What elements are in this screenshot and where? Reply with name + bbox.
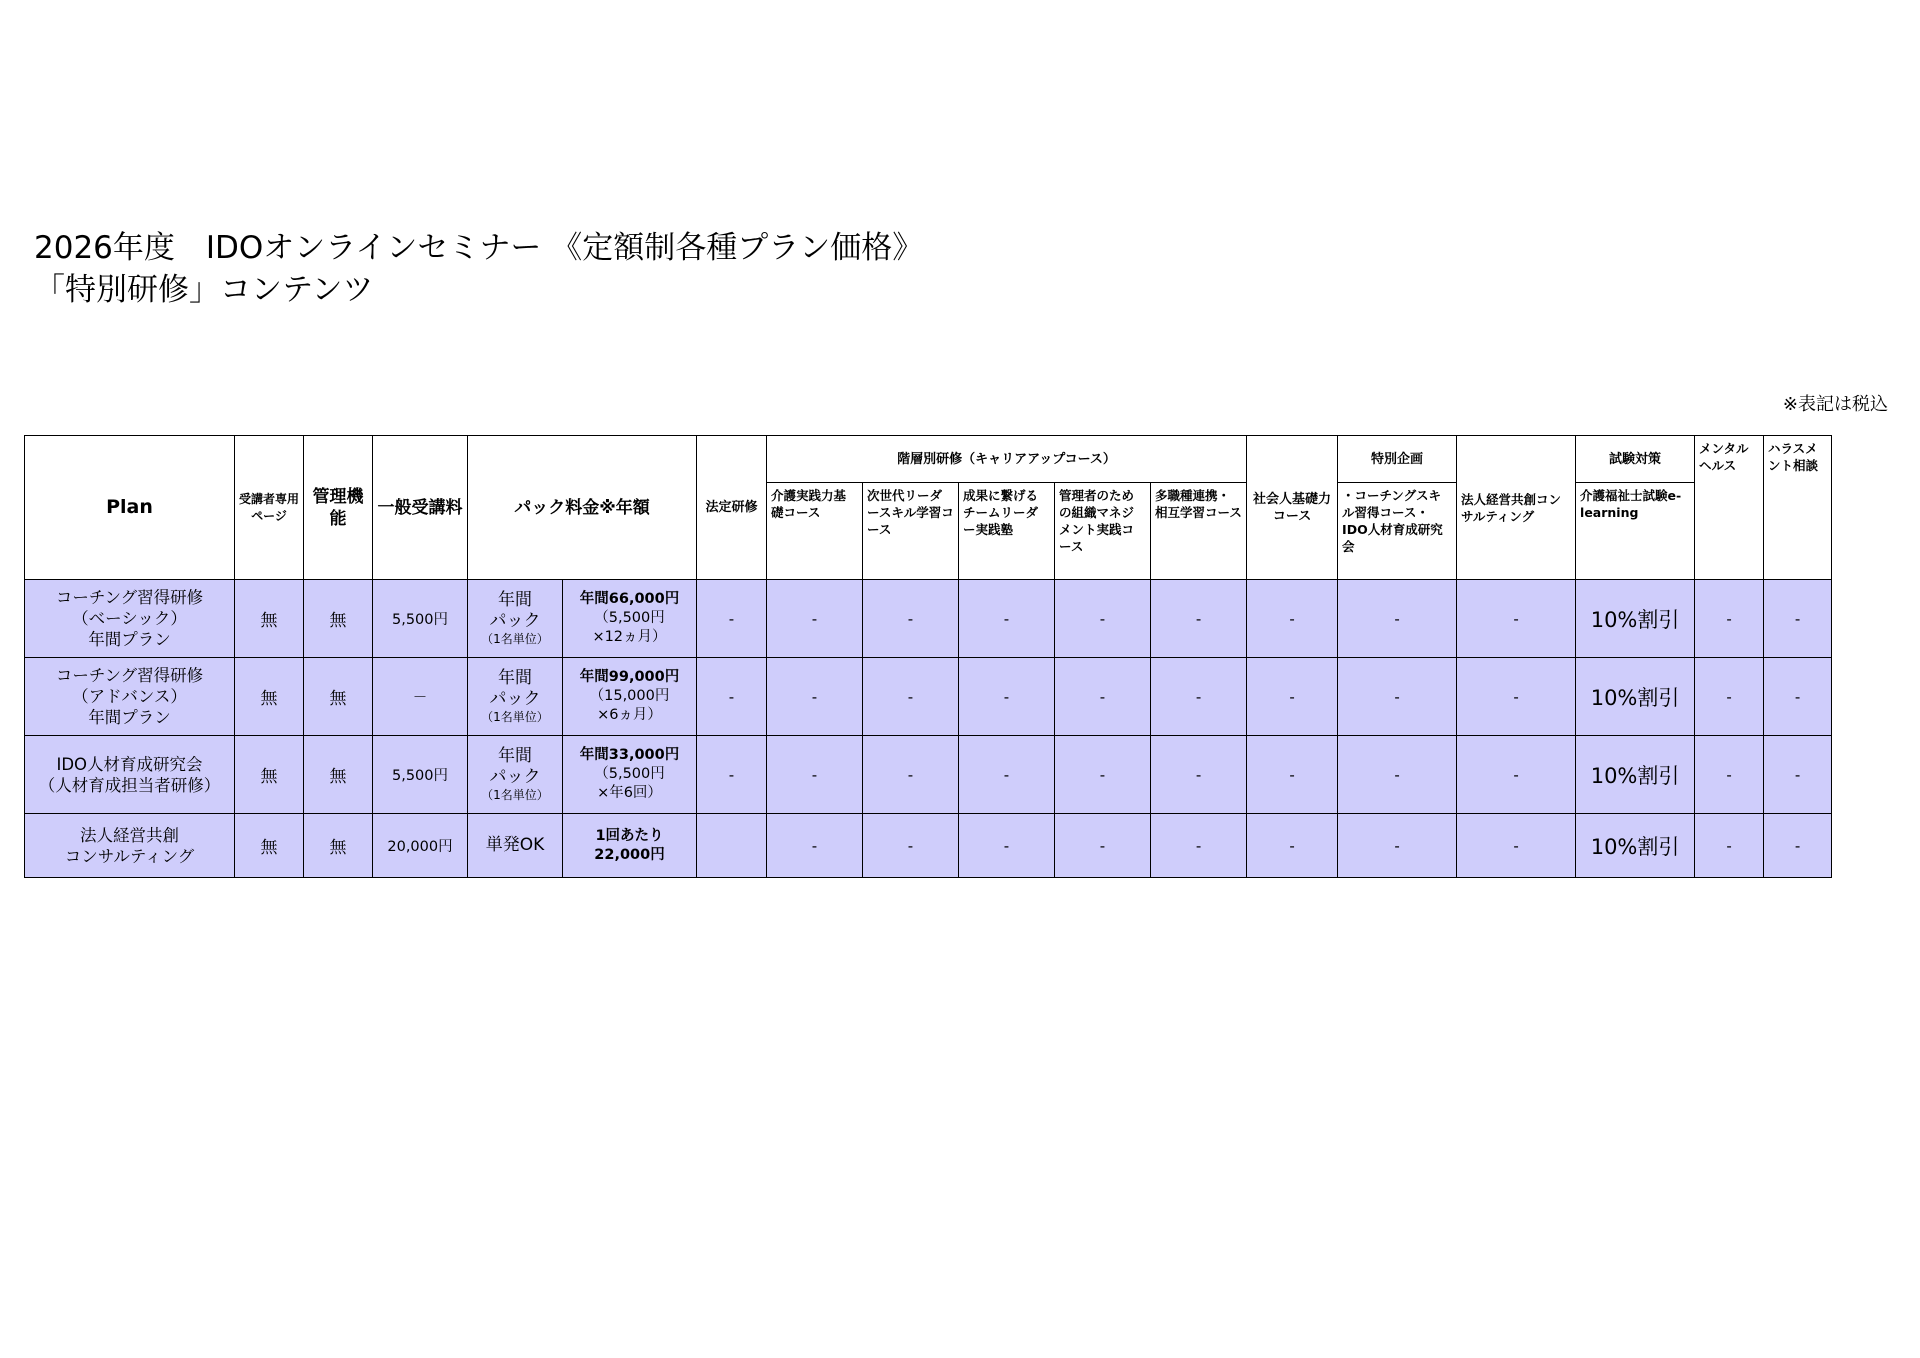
pack-label-cell — [468, 580, 563, 658]
plan-name-cell: コーチング習得研修 （アドバンス） 年間プラン — [25, 658, 235, 736]
corp-consult-cell: - — [1457, 658, 1576, 736]
level-course-cell: - — [863, 580, 959, 658]
table-row — [25, 658, 1832, 736]
management-cell: 無 — [304, 736, 373, 814]
level-course-cell: - — [1151, 658, 1247, 736]
special-cell: - — [1338, 658, 1457, 736]
exam-discount-cell: 10%割引 — [1576, 658, 1695, 736]
header-special-course: ・コーチングスキル習得コース・IDO人材育成研究会 — [1338, 483, 1457, 580]
corp-consult-cell: - — [1457, 580, 1576, 658]
mental-cell: - — [1695, 580, 1764, 658]
pack-label: 年間 パック — [489, 590, 541, 631]
student-page-cell: 無 — [235, 736, 304, 814]
pack-price-cell — [563, 580, 697, 658]
level-course-cell: - — [863, 814, 959, 878]
special-cell: - — [1338, 814, 1457, 878]
mental-cell: - — [1695, 736, 1764, 814]
pack-price-cell — [563, 736, 697, 814]
header-level-group: 階層別研修（キャリアアップコース） — [767, 436, 1247, 483]
header-exam-group: 試験対策 — [1576, 436, 1695, 483]
level-course-cell: - — [767, 580, 863, 658]
header-corp-consult: 法人経営共創コンサルティング — [1457, 436, 1576, 580]
pack-price-cell — [563, 814, 697, 878]
student-page-cell: 無 — [235, 580, 304, 658]
exam-discount-cell: 10%割引 — [1576, 736, 1695, 814]
header-legal-training: 法定研修 — [697, 436, 767, 580]
pack-label: 年間 パック — [489, 668, 541, 709]
header-plan: Plan — [25, 436, 235, 580]
header-level-course: 多職種連携・相互学習コース — [1151, 483, 1247, 580]
level-course-cell: - — [863, 658, 959, 736]
pack-label: 年間 パック — [489, 746, 541, 787]
header-exam-course: 介護福祉士試験e-learning — [1576, 483, 1695, 580]
header-level-course: 成果に繋げるチームリーダー実践塾 — [959, 483, 1055, 580]
level-course-cell: - — [1055, 736, 1151, 814]
plan-name-cell: コーチング習得研修 （ベーシック） 年間プラン — [25, 580, 235, 658]
header-general-fee: 一般受講料 — [373, 436, 468, 580]
header-student-page: 受講者専用ページ — [235, 436, 304, 580]
legal-cell — [697, 814, 767, 878]
social-basic-cell: - — [1247, 658, 1338, 736]
pack-price: 年間33,000円 — [579, 747, 680, 763]
student-page-cell: 無 — [235, 658, 304, 736]
legal-cell: - — [697, 580, 767, 658]
pack-price: 1回あたり 22,000円 — [594, 827, 665, 863]
level-course-cell: - — [1055, 658, 1151, 736]
plan-name-cell: IDO人材育成研究会 （人材育成担当者研修） — [25, 736, 235, 814]
general-fee-cell: 20,000円 — [373, 814, 468, 878]
legal-cell: - — [697, 736, 767, 814]
corp-consult-cell: - — [1457, 736, 1576, 814]
level-course-cell: - — [959, 736, 1055, 814]
pack-note: （5,500円 ×年6回） — [594, 766, 665, 801]
harassment-cell: - — [1764, 736, 1832, 814]
harassment-cell: - — [1764, 814, 1832, 878]
social-basic-cell: - — [1247, 814, 1338, 878]
harassment-cell: - — [1764, 580, 1832, 658]
header-management: 管理機能 — [304, 436, 373, 580]
pack-note: （15,000円 ×6ヵ月） — [589, 688, 670, 723]
header-pack-fee: パック料金※年額 — [468, 436, 697, 580]
level-course-cell: - — [1151, 736, 1247, 814]
level-course-cell: - — [1055, 814, 1151, 878]
level-course-cell: - — [959, 814, 1055, 878]
pack-price-cell — [563, 658, 697, 736]
table-row — [25, 736, 1832, 814]
social-basic-cell: - — [1247, 736, 1338, 814]
header-level-course: 介護実践力基礎コース — [767, 483, 863, 580]
header-level-course: 次世代リーダースキル学習コース — [863, 483, 959, 580]
student-page-cell: 無 — [235, 814, 304, 878]
social-basic-cell: - — [1247, 580, 1338, 658]
pack-price: 年間66,000円 — [579, 591, 680, 607]
level-course-cell: - — [767, 814, 863, 878]
header-special-group: 特別企画 — [1338, 436, 1457, 483]
table-row — [25, 580, 1832, 658]
pack-label-cell — [468, 814, 563, 878]
pack-note: （5,500円 ×12ヵ月） — [592, 610, 667, 645]
mental-cell: - — [1695, 658, 1764, 736]
pack-label: 単発OK — [485, 835, 545, 855]
level-course-cell: - — [863, 736, 959, 814]
pack-unit: （1名単位） — [481, 710, 549, 724]
header-level-course: 管理者のための組織マネジメント実践コース — [1055, 483, 1151, 580]
management-cell: 無 — [304, 814, 373, 878]
tax-note: ※表記は税込 — [1782, 394, 1888, 415]
plan-price-table — [24, 435, 1832, 878]
level-course-cell: - — [1055, 580, 1151, 658]
corp-consult-cell: - — [1457, 814, 1576, 878]
level-course-cell: - — [767, 736, 863, 814]
exam-discount-cell: 10%割引 — [1576, 580, 1695, 658]
page-subtitle: 「特別研修」コンテンツ — [34, 272, 374, 308]
pack-price: 年間99,000円 — [579, 669, 680, 685]
level-course-cell: - — [959, 658, 1055, 736]
pack-unit: （1名単位） — [481, 788, 549, 802]
harassment-cell: - — [1764, 658, 1832, 736]
header-social-basic: 社会人基礎力コース — [1247, 436, 1338, 580]
pack-unit: （1名単位） — [481, 632, 549, 646]
header-harassment: ハラスメント相談 — [1764, 436, 1832, 580]
management-cell: 無 — [304, 658, 373, 736]
level-course-cell: - — [959, 580, 1055, 658]
exam-discount-cell: 10%割引 — [1576, 814, 1695, 878]
level-course-cell: - — [767, 658, 863, 736]
pack-label-cell — [468, 658, 563, 736]
general-fee-cell: － — [373, 658, 468, 736]
management-cell: 無 — [304, 580, 373, 658]
general-fee-cell: 5,500円 — [373, 736, 468, 814]
special-cell: - — [1338, 736, 1457, 814]
pack-label-cell — [468, 736, 563, 814]
table-row — [25, 814, 1832, 878]
page-title: 2026年度 IDOオンラインセミナー 《定額制各種プラン価格》 — [34, 230, 924, 266]
level-course-cell: - — [1151, 580, 1247, 658]
general-fee-cell: 5,500円 — [373, 580, 468, 658]
plan-name-cell: 法人経営共創 コンサルティング — [25, 814, 235, 878]
level-course-cell: - — [1151, 814, 1247, 878]
legal-cell: - — [697, 658, 767, 736]
header-mental: メンタルヘルス — [1695, 436, 1764, 580]
mental-cell: - — [1695, 814, 1764, 878]
special-cell: - — [1338, 580, 1457, 658]
